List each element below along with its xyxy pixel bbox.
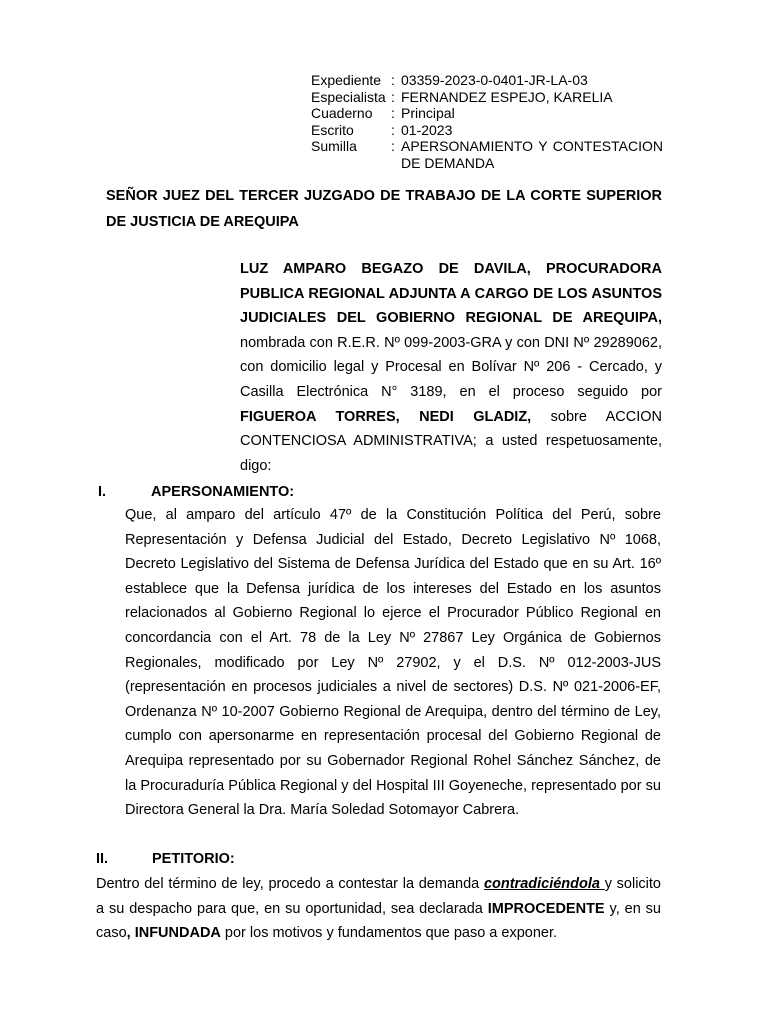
petitorio-body xyxy=(96,872,661,946)
ruling-infundada: INFUNDADA xyxy=(134,925,221,942)
meta-colon: : xyxy=(391,121,395,138)
section-heading-petitorio xyxy=(96,851,596,871)
meta-row-expediente xyxy=(311,72,663,89)
meta-value: 01-2023 xyxy=(401,121,453,138)
emphasized-term: contradiciéndola xyxy=(483,876,605,892)
intro-paragraph xyxy=(240,257,662,478)
meta-label: Especialista xyxy=(311,88,386,105)
ruling-improcedente: IMPROCEDENTE xyxy=(487,900,605,917)
petitorio-text: y, en su caso xyxy=(96,900,661,942)
petitioner-name: LUZ AMPARO BEGAZO DE DAVILA, PROCURADORA PUBLICA REGIONAL ADJUNTA A CARGO DE LOS ASUNTOS JUDICIALES DEL GOBIERNO REGIONAL DE AREQUIPA, xyxy=(240,261,662,327)
meta-colon: : xyxy=(391,88,395,105)
petitorio-text: Dentro del término de ley, procedo a contestar la demanda xyxy=(96,876,484,892)
section-title: APERSONAMIENTO: xyxy=(151,484,295,500)
section-number: II. xyxy=(96,851,109,867)
meta-value: Principal xyxy=(401,105,455,121)
meta-label: Escrito xyxy=(311,121,354,138)
meta-label: Sumilla xyxy=(311,138,357,154)
case-metadata xyxy=(311,72,663,171)
plaintiff-name: FIGUEROA TORRES, NEDI GLADIZ, xyxy=(240,408,532,425)
petitorio-text: y solicito a su despacho para que, en su oportunidad, sea declarada xyxy=(96,876,661,917)
meta-colon: : xyxy=(391,72,395,88)
meta-label: Cuaderno xyxy=(311,105,373,121)
meta-value: FERNANDEZ ESPEJO, KARELIA xyxy=(401,88,613,105)
apersonamiento-body: Que, al amparo del artículo 47º de la Constitución Política del Perú, sobre Representación y Defensa Judicial del Estado, Decreto Legislativo Nº 1068, Decreto Legislativo del Sistema de Defensa Jurídica del Estado que en su Art. 16º establece que la Defensa jurídica de los intereses del Estado en los asuntos relacionados al Gobierno Regional lo ejerce el Procurador Público Regional en concordancia con el Art. 78 de la Ley Nº 27867 Ley Orgánica de Gobiernos Regionales, modificado por Ley Nº 27902, y el D.S. Nº 012-2003-JUS (representación en procesos judiciales a nivel de sectores) D.S. Nº 021-2006-EF, Ordenanza Nº 10-2007 Gobierno Regional de Arequipa, dentro del término de Ley, cumplo con apersonarme en representación procesal del Gobierno Regional de Arequipa representado por su Gobernador Regional Rohel Sánchez Sánchez, de la Procuraduría Pública Regional y del Hospital III Goyeneche, representado por su Directora General la Dra. María Soledad Sotomayor Cabrera. xyxy=(125,507,661,819)
intro-text-end: sobre ACCION CONTENCIOSA ADMINISTRATIVA; a usted respetuosamente, digo: xyxy=(240,408,662,474)
section-title: PETITORIO: xyxy=(152,851,235,867)
bold-comma: , xyxy=(126,925,131,942)
meta-colon: : xyxy=(391,138,395,154)
meta-label: Expediente xyxy=(311,72,382,88)
petitorio-text-end: por los motivos y fundamentos que paso a exponer. xyxy=(220,925,558,942)
meta-colon: : xyxy=(391,105,395,121)
meta-value: 03359-2023-0-0401-JR-LA-03 xyxy=(401,72,588,88)
section-heading-apersonamiento xyxy=(98,484,598,504)
meta-row-sumilla xyxy=(311,138,663,171)
meta-value: APERSONAMIENTO Y CONTESTACION DE DEMANDA xyxy=(401,138,663,171)
section-number: I. xyxy=(98,484,107,500)
meta-row-escrito xyxy=(311,122,663,139)
meta-row-cuaderno xyxy=(311,105,663,122)
addressee-heading: SEÑOR JUEZ DEL TERCER JUZGADO DE TRABAJO DE LA CORTE SUPERIOR DE JUSTICIA DE AREQUIPA xyxy=(106,188,662,230)
meta-row-especialista xyxy=(311,89,663,106)
intro-text: nombrada con R.E.R. Nº 099-2003-GRA y con DNI Nº 29289062, con domicilio legal y Procesal en Bolívar Nº 206 - Cercado, y Casilla Electrónica N° 3189, en el proceso seguido por xyxy=(240,334,662,400)
